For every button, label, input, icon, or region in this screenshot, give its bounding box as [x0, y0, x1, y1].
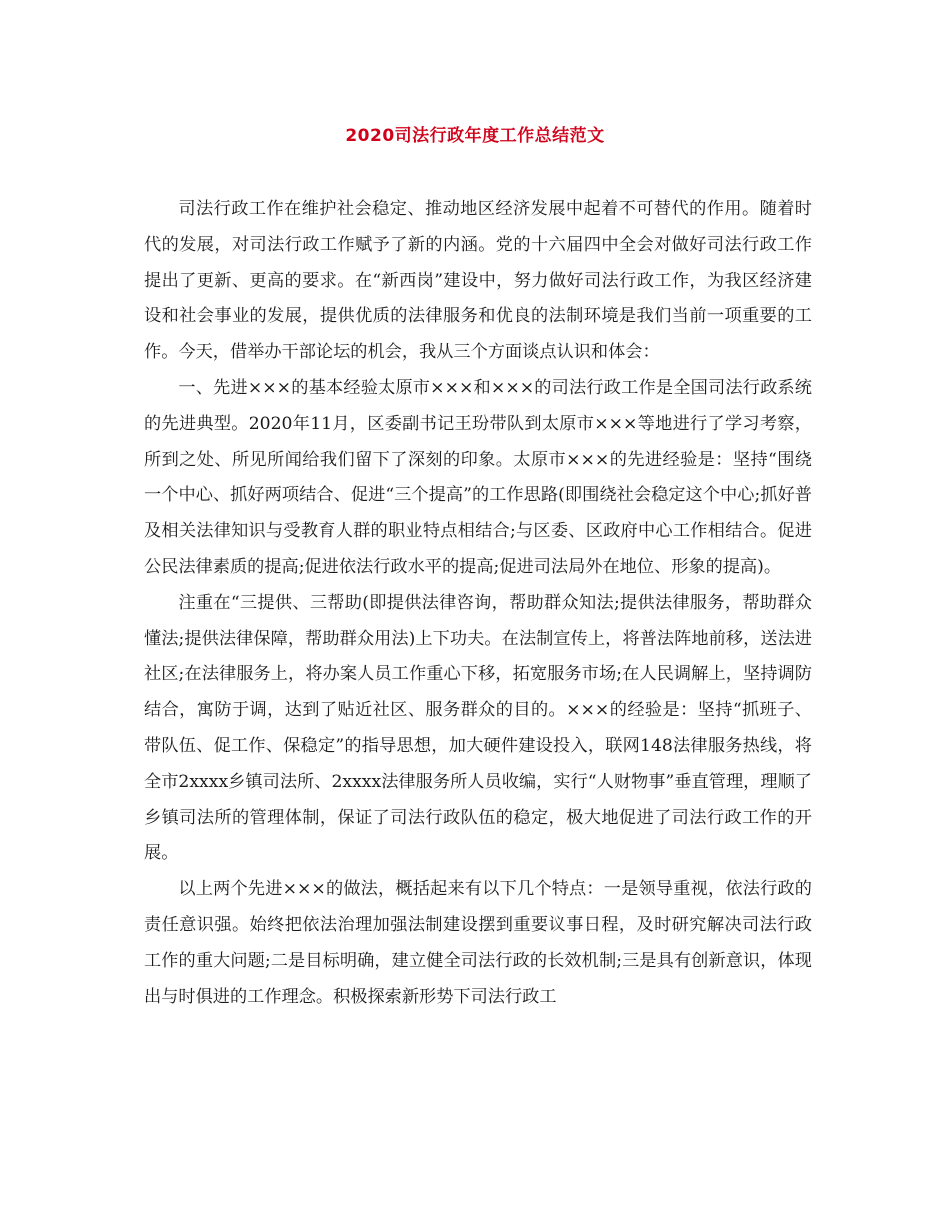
- document-body: [144, 192, 812, 1015]
- paragraph-intro: 司法行政工作在维护社会稳定、推动地区经济发展中起着不可替代的作用。随着时代的发展，对司法行政工作赋予了新的内涵。党的十六届四中全会对做好司法行政工作提出了更新、更高的要求。在“新西岗”建设中，努力做好司法行政工作，为我区经济建设和社会事业的发展，提供优质的法律服务和优良的法制环境是我们当前一项重要的工作。今天，借举办干部论坛的机会，我从三个方面谈点认识和体会：: [144, 199, 812, 363]
- paragraph-focus: 注重在“三提供、三帮助(即提供法律咨询，帮助群众知法;提供法律服务，帮助群众懂法;提供法律保障，帮助群众用法)上下功夫。在法制宣传上，将普法阵地前移，送法进社区;在法律服务上，将办案人员工作重心下移，拓宽服务市场;在人民调解上，坚持调防结合，寓防于调，达到了贴近社区、服务群众的目的。×××的经验是：坚持“抓班子、带队伍、促工作、保稳定”的指导思想，加大硬件建设投入，联网148法律服务热线，将全市2xxxx乡镇司法所、2xxxx法律服务所人员收编，实行“人财物事”垂直管理，理顺了乡镇司法所的管理体制，保证了司法行政队伍的稳定，极大地促进了司法行政工作的开展。: [144, 592, 812, 864]
- paragraph-experience: 一、先进×××的基本经验太原市×××和×××的司法行政工作是全国司法行政系统的先进典型。2020年11月，区委副书记王玢带队到太原市×××等地进行了学习考察，所到之处、所见所闻给我们留下了深刻的印象。太原市×××的先进经验是：坚持“围绕一个中心、抓好两项结合、促进“三个提高”的工作思路(即围绕社会稳定这个中心;抓好普及相关法律知识与受教育人群的职业特点相结合;与区委、区政府中心工作相结合。促进公民法律素质的提高;促进依法行政水平的提高;促进司法局外在地位、形象的提高)。: [144, 377, 812, 577]
- document-title: 2020司法行政年度工作总结范文: [345, 126, 605, 146]
- paragraph-features: 以上两个先进×××的做法，概括起来有以下几个特点：一是领导重视，依法行政的责任意识强。始终把依法治理加强法制建设摆到重要议事日程，及时研究解决司法行政工作的重大问题;二是目标明确，建立健全司法行政的长效机制;三是具有创新意识，体现出与时俱进的工作理念。积极探索新形势下司法行政工: [144, 879, 812, 1007]
